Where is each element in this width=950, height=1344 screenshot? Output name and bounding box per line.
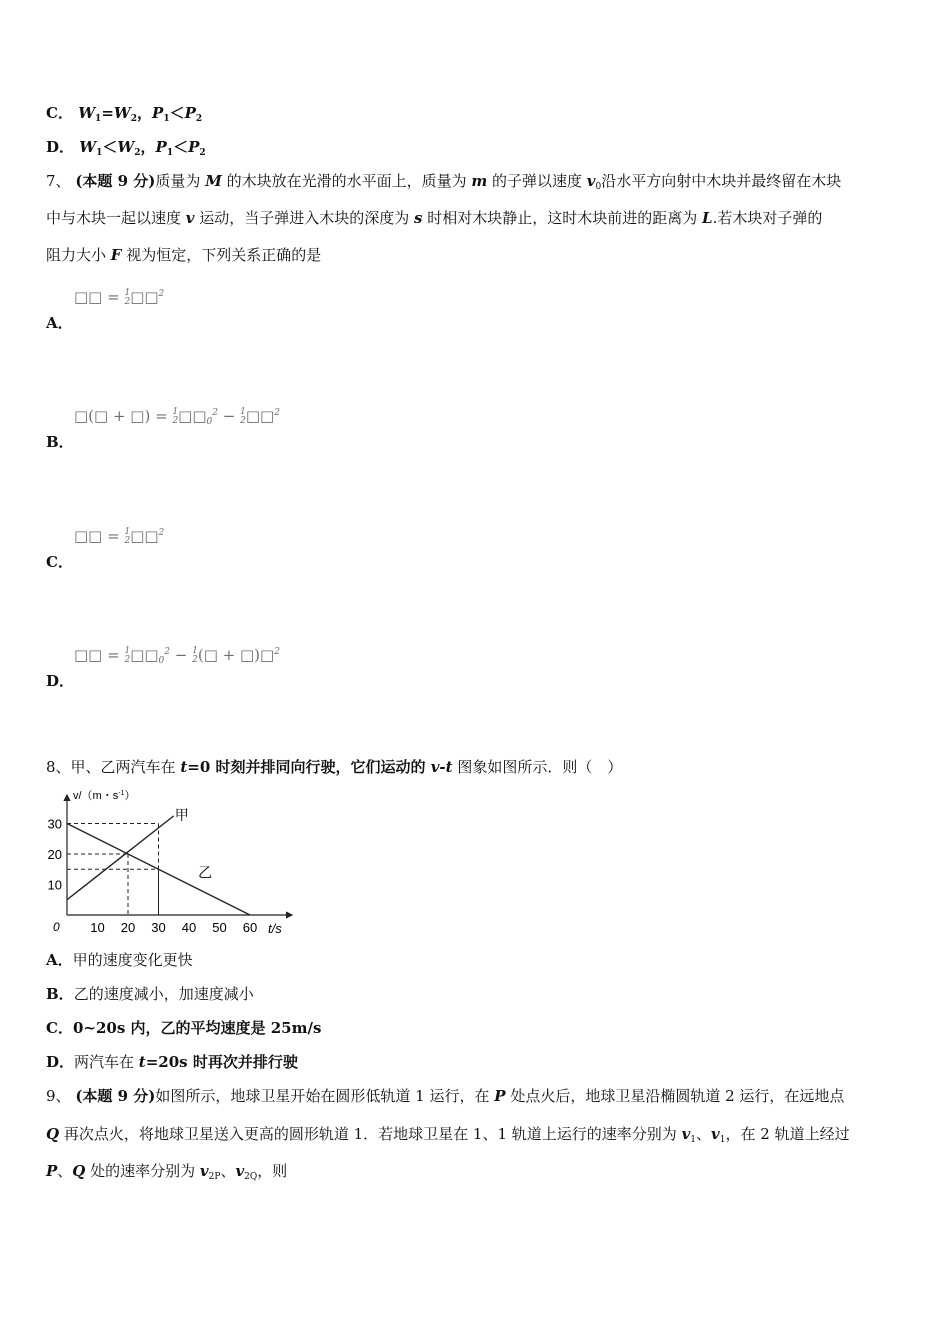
text: 视为恒定，下列关系正确的是: [121, 246, 322, 264]
score-tag: (本题 9 分): [75, 1087, 156, 1105]
subscript: 1: [95, 114, 102, 124]
var-w: W: [78, 104, 96, 122]
exponent: 2: [212, 408, 218, 418]
option-label: A．: [46, 951, 73, 969]
x-tick-label: 10: [90, 920, 105, 935]
q8-option-c[interactable]: [46, 1018, 321, 1038]
var-v1: v: [711, 1125, 720, 1143]
q7-option-c-label[interactable]: C．: [46, 553, 73, 571]
formula-part: □□: [178, 407, 207, 425]
formula-part: □□ =: [74, 646, 125, 664]
var-p: P: [46, 1162, 58, 1180]
text: 如图所示，地球卫星开始在圆形低轨道 1 运行，在: [155, 1087, 495, 1105]
q7-option-c-formula: [74, 527, 164, 546]
exponent: 2: [274, 408, 280, 418]
reference-lines: [67, 824, 159, 916]
numerator: 1: [192, 646, 198, 656]
text: 质量为: [155, 172, 206, 190]
numerator: 1: [172, 407, 179, 417]
q7-stem-line-1: [46, 171, 841, 197]
formula-part: −: [170, 646, 193, 664]
relation: =: [101, 104, 114, 122]
x-tick-label: 20: [120, 920, 136, 935]
var-v0: v: [586, 172, 596, 190]
y-tick-label: 20: [47, 847, 62, 862]
text: =0 时刻并排同向行驶，它们运动的: [187, 758, 431, 776]
var-w: W: [113, 104, 131, 122]
text: 处的速率分别为: [85, 1162, 200, 1180]
relation: ＜: [173, 138, 189, 156]
text: .若木块对子弹的: [712, 209, 823, 227]
var-w: W: [117, 138, 135, 156]
formula-part: □□: [245, 407, 275, 425]
option-text: 甲的速度变化更快: [72, 951, 193, 969]
text: 阻力大小: [46, 246, 111, 264]
score-tag: (本题 9 分): [75, 172, 156, 190]
q7-option-b-label[interactable]: B．: [46, 433, 74, 451]
question-number: 9、: [46, 1087, 71, 1105]
option-text: 0~20s 内，乙的平均速度是 25m/s: [72, 1019, 322, 1037]
series-line-jia: [67, 816, 174, 900]
exponent: 2: [158, 528, 165, 538]
var-p: P: [188, 138, 200, 156]
text: ，在 2 轨道上经过: [725, 1125, 850, 1143]
var-v2p: v: [199, 1162, 209, 1180]
text: 处点火后，地球卫星沿椭圆轨道 2 运行，在远地点: [505, 1087, 845, 1105]
formula-part: □□: [130, 527, 159, 545]
numerator: 1: [124, 646, 131, 656]
q7-option-d-formula: [74, 646, 280, 666]
q7-option-a-formula: [74, 288, 164, 307]
subscript: 2P: [208, 1172, 221, 1182]
var-v2q: v: [235, 1162, 245, 1180]
y-axis-label-sup: -1: [118, 790, 125, 797]
q9-stem-line-2: [46, 1124, 850, 1150]
subscript: 1: [163, 114, 170, 124]
denominator: 2: [192, 655, 198, 665]
subscript: 0: [595, 182, 602, 192]
exponent: 2: [164, 647, 171, 657]
option-text: 乙的速度减小，加速度减小: [73, 985, 254, 1003]
numerator: 1: [124, 288, 131, 298]
q8-stem: [46, 757, 622, 777]
y-tick-labels: [48, 817, 62, 893]
q9-stem-line-3: [46, 1161, 287, 1187]
subscript: 2: [130, 114, 138, 124]
var-q: Q: [46, 1125, 60, 1143]
y-axis-label-text: v/（m・s: [73, 790, 119, 802]
numerator: 1: [240, 407, 246, 417]
y-axis-label-end: ）: [124, 790, 136, 802]
var-l: L: [702, 209, 713, 227]
var-q: Q: [72, 1162, 86, 1180]
q8-option-a[interactable]: [46, 950, 193, 970]
option-label: B．: [46, 985, 74, 1003]
formula-part: □□: [130, 646, 159, 664]
q7-option-a-label[interactable]: A．: [46, 314, 73, 332]
formula-part: □□ =: [74, 527, 125, 545]
text: 再次点火，将地球卫星送入更高的圆形轨道 1．若地球卫星在 1、1 轨道上运行的速率分别为: [59, 1125, 682, 1143]
q9-stem-line-1: [46, 1086, 844, 1106]
origin-label: 0: [53, 920, 60, 934]
var-p: P: [184, 104, 196, 122]
separator: ，: [140, 138, 156, 156]
option-label: D．: [46, 138, 75, 156]
text: 的子弹以速度: [487, 172, 587, 190]
x-tick-label: 60: [242, 920, 258, 935]
text: 图象如图所示．则（ ）: [452, 758, 623, 776]
exponent: 2: [158, 289, 165, 299]
q6-option-d[interactable]: [46, 137, 206, 163]
series-label: 乙: [198, 864, 213, 881]
y-tick-label: 30: [47, 816, 62, 832]
option-text: =20s 时再次并排行驶: [145, 1053, 298, 1071]
formula-part: □□ =: [74, 288, 125, 306]
subscript: 1: [96, 148, 103, 158]
option-text: 两汽车在: [74, 1053, 139, 1071]
text: 的木块放在光滑的水平面上，质量为: [221, 172, 472, 190]
var-f: F: [110, 246, 122, 264]
subscript: 2: [199, 148, 206, 158]
var-m: m: [471, 172, 488, 190]
text: 沿水平方向射中木块并最终留在木块: [601, 172, 842, 190]
q7-option-b-formula: [74, 407, 280, 427]
question-number: 7、: [46, 172, 71, 190]
formula-part: −: [218, 407, 241, 425]
exponent: 2: [274, 647, 280, 657]
text: ，则: [257, 1162, 288, 1180]
y-tick-label: 10: [47, 877, 62, 893]
var-w: W: [79, 138, 97, 156]
series-label: 甲: [174, 806, 189, 823]
text: 运动，当子弹进入木块的深度为: [194, 209, 415, 227]
text: 中与木块一起以速度: [46, 209, 186, 227]
var-s: s: [414, 209, 423, 227]
subscript: 1: [690, 1135, 697, 1145]
var-p: P: [494, 1087, 506, 1105]
formula-part: (□ + □)□: [197, 646, 275, 664]
var-p: P: [155, 138, 167, 156]
x-tick-labels: [90, 920, 257, 935]
q8-option-b[interactable]: [46, 984, 254, 1004]
text: 、: [220, 1162, 236, 1180]
subscript: 0: [158, 656, 165, 666]
option-label: C．: [46, 104, 73, 122]
subscript: 2: [195, 114, 203, 124]
subscript: 1: [719, 1135, 726, 1145]
denominator: 2: [172, 416, 179, 426]
denominator: 2: [124, 655, 131, 665]
option-label: C．: [46, 1019, 73, 1037]
relation: ＜: [169, 104, 185, 122]
denominator: 2: [124, 536, 131, 546]
var-v1: v: [681, 1125, 691, 1143]
question-number: 8、: [46, 758, 71, 776]
denominator: 2: [240, 416, 246, 426]
text: 、: [696, 1125, 712, 1143]
x-tick-label: 50: [212, 920, 227, 935]
formula-part: □(□ + □) =: [74, 407, 173, 425]
option-label: D．: [46, 1053, 75, 1071]
text: 时相对木块静止，这时木块前进的距离为: [422, 209, 703, 227]
q6-option-c[interactable]: [46, 103, 202, 129]
q7-stem-line-2: [46, 208, 822, 228]
relation: ＜: [102, 138, 118, 156]
var-t: t: [180, 758, 188, 776]
vt-chart: [40, 785, 300, 940]
x-tick-label: 40: [181, 920, 197, 935]
var-vt: v-t: [430, 758, 453, 776]
y-axis-label: [73, 789, 135, 802]
x-axis-label: t/s: [268, 921, 282, 936]
var-v: v: [185, 209, 195, 227]
text: 、: [57, 1162, 73, 1180]
var-m-big: M: [205, 172, 222, 190]
denominator: 2: [124, 297, 131, 307]
separator: ，: [137, 104, 153, 122]
subscript: 2: [134, 148, 141, 158]
text: 甲、乙两汽车在: [70, 758, 181, 776]
subscript: 1: [166, 148, 174, 158]
x-tick-label: 30: [151, 920, 166, 935]
numerator: 1: [124, 527, 131, 537]
q7-option-d-label[interactable]: D．: [46, 672, 75, 690]
formula-part: □□: [130, 288, 159, 306]
subscript: 2Q: [244, 1172, 258, 1182]
q8-option-d[interactable]: [46, 1052, 298, 1072]
var-t: t: [138, 1053, 146, 1071]
var-p: P: [152, 104, 164, 122]
q7-stem-line-3: [46, 245, 321, 265]
subscript: 0: [206, 417, 213, 427]
